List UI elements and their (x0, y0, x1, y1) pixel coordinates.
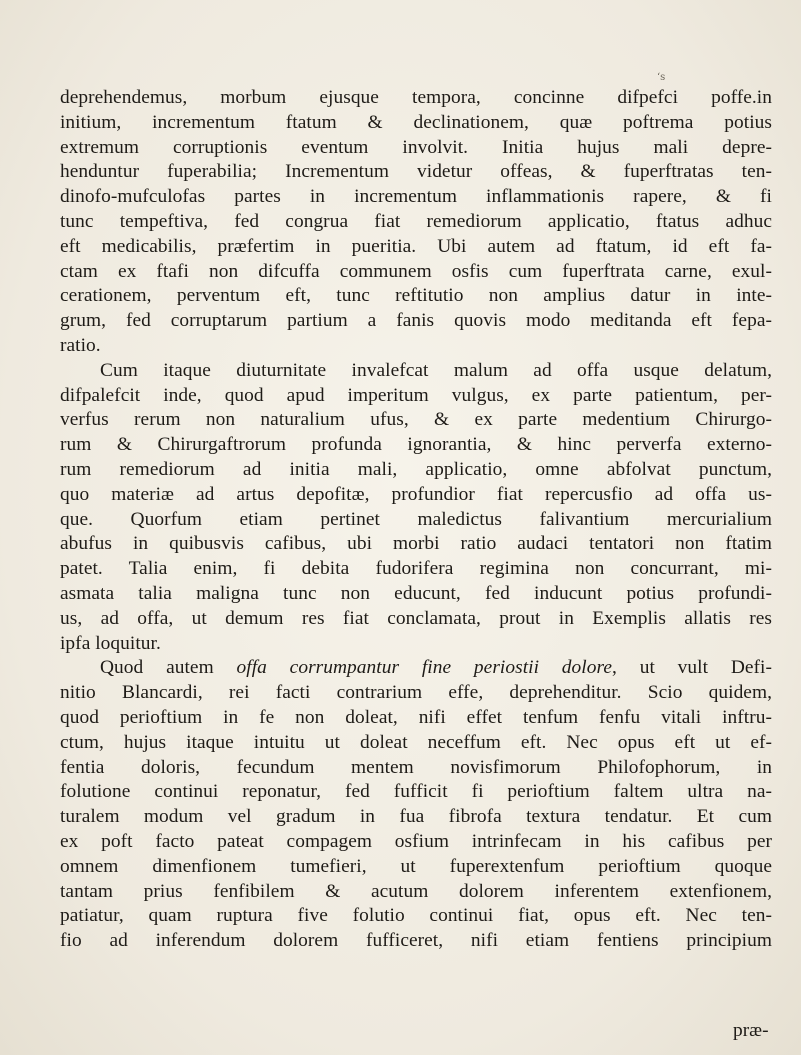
body-text (60, 86, 772, 954)
text-line: extremum corruptionis eventum involvit. Initia hujus mali depre- (60, 136, 772, 158)
text-line: ctam ex ftafi non difcuffa communem osfis cum fuperftrata carne, exul- (60, 260, 772, 282)
text-line: asmata talia maligna tunc non educunt, fed inducunt potius profundi- (60, 582, 772, 604)
text-line: omnem dimenfionem tumefieri, ut fuperextenfum perioftium quoque (60, 855, 772, 877)
text-line: tantam prius fenfibilem & acutum dolorem inferentem extenfionem, (60, 880, 772, 902)
text-line: verfus rerum non naturalium ufus, & ex parte medentium Chirurgo- (60, 409, 772, 431)
corner-mark: ‘s (657, 72, 666, 83)
text-line: ratio. (60, 334, 101, 356)
text-line: nitio Blancardi, rei facti contrarium effe, deprehenditur. Scio quidem, (60, 682, 772, 704)
text-line: fio ad inferendum dolorem fufficeret, nifi etiam fentiens principium (60, 930, 772, 952)
text-line: que. Quorfum etiam pertinet maledictus falivantium mercurialium (60, 508, 772, 530)
text-line: tunc tempeftiva, fed congrua fiat remediorum applicatio, ftatus adhuc (60, 210, 772, 232)
text-line: grum, fed corruptarum partium a fanis quovis modo meditanda eft fepa- (60, 310, 772, 332)
text-line: deprehendemus, morbum ejusque tempora, concinne difpefci poffe.in (60, 87, 772, 108)
text-segment: Quod autem (100, 657, 214, 679)
text-line: dinofo-mufculofas partes in incrementum inflammationis rapere, & fi (60, 186, 772, 208)
text-line: eft medicabilis, præfertim in pueritia. Ubi autem ad ftatum, id eft fa- (60, 235, 772, 257)
catchword: præ- (733, 1020, 769, 1041)
text-line: fentia doloris, fecundum mentem novisfimorum Philofophorum, in (60, 756, 772, 778)
text-line: ex poft facto pateat compagem osfium intrinfecam in his cafibus per (60, 830, 772, 852)
text-line: initium, incrementum ftatum & declinationem, quæ poftrema potius (60, 111, 772, 133)
text-line: patiatur, quam ruptura five folutio continui fiat, opus eft. Nec ten- (60, 905, 772, 927)
text-line: turalem modum vel gradum in fua fibrofa textura tendatur. Et cum (60, 806, 772, 828)
text-line: folutione continui reponatur, fed fufficit fi perioftium faltem ultra na- (60, 781, 772, 803)
text-line: difpalefcit inde, quod apud imperitum vulgus, ex parte patientum, per- (60, 384, 772, 406)
text-segment: , ut vult Defi- (612, 657, 772, 679)
text-line: patet. Talia enim, fi debita fudorifera regimina non concurrant, mi- (60, 558, 772, 580)
text-line: henduntur fuperabilia; Incrementum videtur offeas, & fuperftratas ten- (60, 161, 772, 183)
text-line: us, ad offa, ut demum res fiat conclamata, prout in Exemplis allatis res (60, 607, 772, 629)
text-line-with-italic (60, 656, 772, 681)
text-line: quod perioftium in fe non doleat, nifi effet tenfum fenfu vitali inftru- (60, 706, 772, 728)
text-line: rum & Chirurgaftrorum profunda ignorantia, & hinc perverfa externo- (60, 434, 772, 456)
text-line: ctum, hujus itaque intuitu ut doleat neceffum eft. Nec opus eft ut ef- (60, 731, 772, 753)
text-line: quo materiæ ad artus depofitæ, profundior fiat repercusfio ad offa us- (60, 483, 772, 505)
text-line: rum remediorum ad initia mali, applicatio, omne abfolvat punctum, (60, 458, 772, 480)
text-line: abufus in quibusvis cafibus, ubi morbi ratio audaci tentatori non ftatim (60, 533, 772, 555)
italic-phrase: offa corrumpantur fine periostii dolore (236, 657, 613, 679)
text-line: cerationem, perventum eft, tunc reftitutio non amplius datur in inte- (60, 285, 772, 307)
text-line: Cum itaque diuturnitate invalefcat malum ad offa usque delatum, (100, 359, 772, 381)
text-line: ipfa loquitur. (60, 632, 161, 654)
